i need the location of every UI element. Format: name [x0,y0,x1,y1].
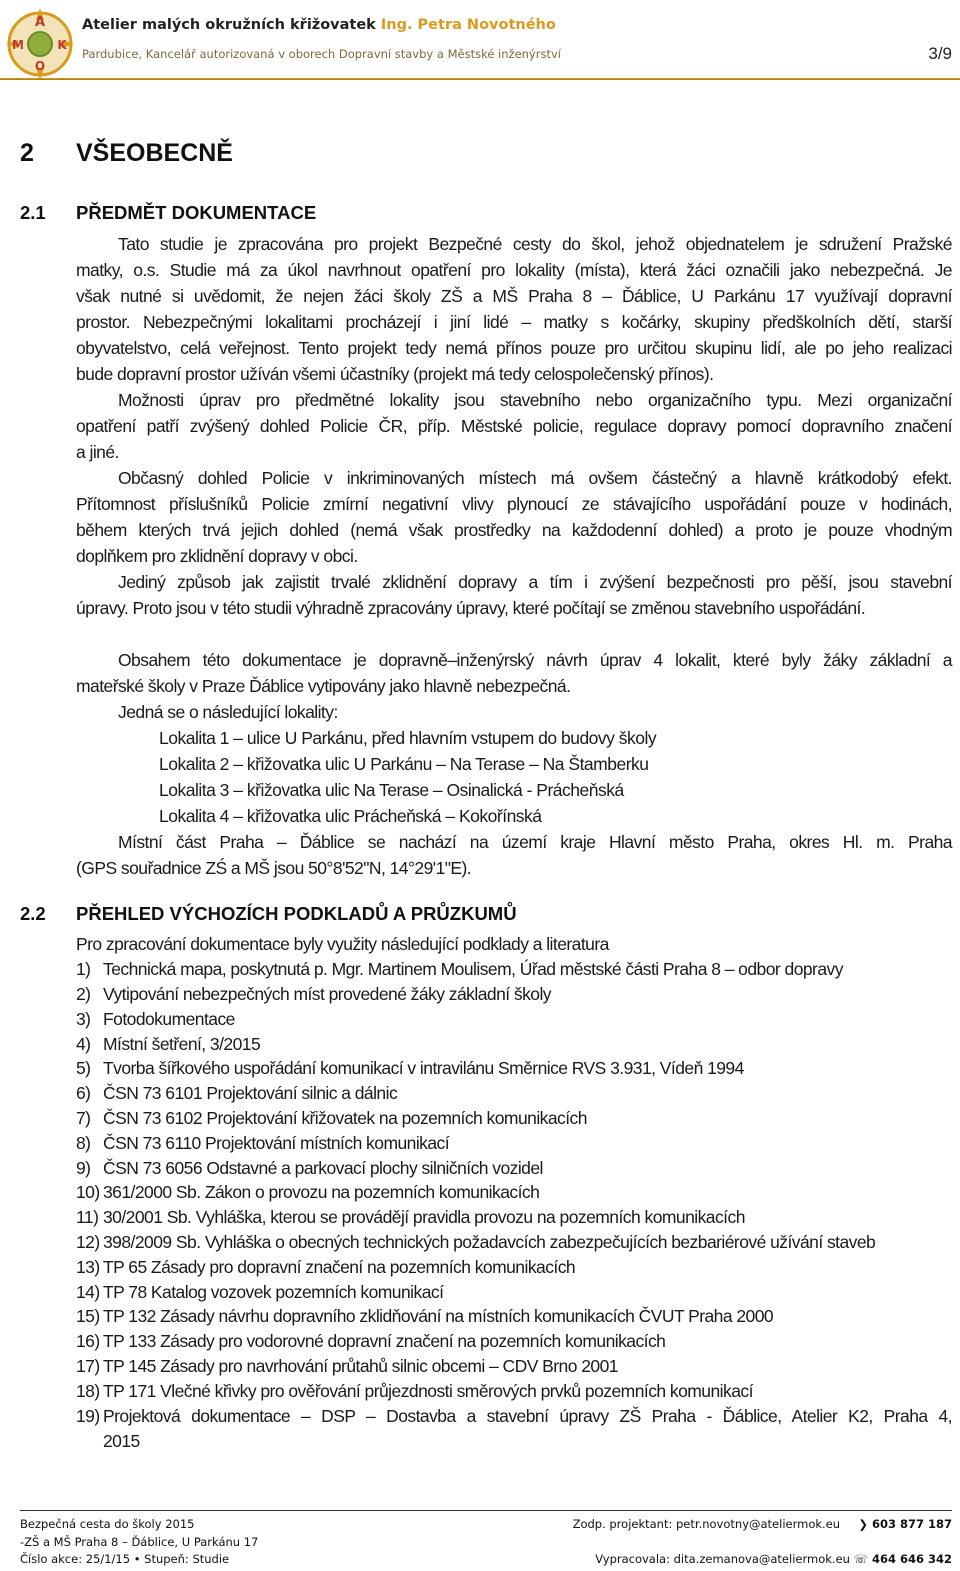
list-text: TP 133 Zásady pro vodorovné dopravní značení na pozemních komunikacích [103,1331,666,1351]
footer-project: Bezpečná cesta do školy 2015 [20,1517,195,1531]
section-heading-2 [20,139,233,168]
locality-item: Lokalita 1 – ulice U Parkánu, před hlavním vstupem do budovy školy [159,728,657,748]
list-text: Tvorba šířkového uspořádání komunikací v intravilánu Směrnice RVS 3.931, Vídeň 1994 [103,1058,744,1078]
logo-letter-m: M [12,38,24,52]
paragraph-line: obyvatelstvo, celá veřejnost. Tento projekt tedy nemá přínos pouze pro určitou skupinu lidí, ale po jeho realizaci [76,338,952,358]
list-item [76,1107,587,1129]
list-text: ČSN 73 6056 Odstavné a parkovací plochy silničních vozidel [103,1158,543,1178]
section-number: 2.1 [20,202,46,223]
footer-responsible [573,1517,952,1531]
footer-school: -ZŠ a MŠ Praha 8 – Ďáblice, U Parkánu 17 [20,1535,259,1549]
paragraph-line: bude dopravní prostor užíván všemi účastníky (projekt má tedy celospolečenský přínos). [76,364,714,384]
paragraph-line: Možnosti úprav pro předmětné lokality jsou stavebního nebo organizačního typu. Mezi organizační [118,390,952,410]
list-text: 398/2009 Sb. Vyhláška o obecných technických požadavcích zabezpečujících bezbariérové užívání staveb [103,1232,876,1252]
list-item [76,1181,539,1203]
list-text: Místní šetření, 3/2015 [103,1034,261,1054]
page-header [0,0,960,80]
list-number: 18) [76,1381,100,1401]
list-item [76,1082,397,1104]
paragraph-line: prostor. Nebezpečnými lokalitami procházejí i jiní lidé – matky s kočárky, skupiny předškolních dětí, starší [76,312,952,332]
list-text: TP 65 Zásady pro dopravní značení na pozemních komunikacích [103,1257,576,1277]
header-title-main: Atelier malých okružních křižovatek [82,17,376,33]
section-number: 2.2 [20,903,46,924]
section-heading-2-1 [20,202,316,224]
list-number: 15) [76,1306,100,1326]
list-item [76,1405,952,1427]
list-item [76,958,843,980]
list-text: TP 78 Katalog vozovek pozemních komunikací [103,1282,444,1302]
list-text: Vytipování nebezpečných míst provedené žáky základní školy [103,984,551,1004]
list-item [76,1033,260,1055]
paragraph-line: úpravy. Proto jsou v této studii výhradně zpracovány úpravy, které počítají se změnou stavebního uspořádání. [76,598,866,618]
list-text: ČSN 73 6102 Projektování křižovatek na pozemních komunikacích [103,1108,587,1128]
paragraph-line: doplňkem pro zklidnění dopravy v obci. [76,546,358,566]
logo-letter-a: A [34,15,46,30]
paragraph-line: Tato studie je zpracována pro projekt Bezpečné cesty do škol, jehož objednatelem je sdružení Pražské [118,234,952,254]
list-text: 30/2001 Sb. Vyhláška, kterou se provádějí pravidla provozu na pozemních komunikacích [103,1207,745,1227]
footer-phone-2: ☏ 464 646 342 [853,1552,952,1566]
paragraph-line: opatření patří zvýšený dohled Policie ČR, příp. Městské policie, regulace dopravy pomocí dopravního značení [76,416,952,436]
list-number: 11) [76,1207,99,1227]
list-text: TP 132 Zásady návrhu dopravního zklidňování na místních komunikacích ČVUT Praha 2000 [103,1306,774,1326]
section-title: VŠEOBECNĚ [76,139,233,167]
footer-prepared-email: Vypracovala: dita.zemanova@ateliermok.eu [595,1552,850,1566]
header-title [82,17,556,33]
footer-phone-1: ❯ 603 877 187 [858,1517,952,1531]
list-number: 2) [76,984,91,1004]
paragraph-line: Jedná se o následující lokality: [118,702,338,722]
list-text: Projektová dokumentace – DSP – Dostavba a stavební úpravy ZŠ Praha - Ďáblice, Atelier K2, Praha 4, [103,1406,952,1426]
list-text: TP 145 Zásady pro navrhování průtahů silnic obcemi – CDV Brno 2001 [103,1356,618,1376]
footer-prepared-by [595,1552,952,1566]
list-number: 16) [76,1331,100,1351]
list-number: 1) [76,959,91,979]
list-item [76,983,551,1005]
sources-intro: Pro zpracování dokumentace byly využity následující podklady a literatura [76,934,609,954]
list-number: 8) [76,1133,91,1153]
list-item [76,1057,744,1079]
page-number: 3/9 [928,44,952,63]
list-item [76,1305,773,1327]
list-item [76,1132,449,1154]
list-item [76,1157,543,1179]
paragraph-line: během kterých trvá jejich dohled (nemá však prostředky na každodenní dohled) a proto je pouze vhodným [76,520,952,540]
footer-action-number: Číslo akce: 25/1/15 • Stupeň: Studie [20,1552,230,1566]
list-item [76,1380,753,1402]
list-item [76,1231,875,1253]
paragraph-line: Občasný dohled Policie v inkriminovaných místech má ovšem částečný a hlavně krátkodobý efekt. [118,468,952,488]
footer-rule [20,1510,952,1511]
paragraph-line: a jiné. [76,442,119,462]
list-text: TP 171 Vlečné křivky pro ověřování průjezdnosti směrových prvků pozemních komunikací [103,1381,753,1401]
paragraph-line: (GPS souřadnice ZŚ a MŠ jsou 50°8'52"N, 14°29'1"E). [76,858,472,878]
list-number: 6) [76,1083,91,1103]
list-number: 13) [76,1257,100,1277]
footer-responsible-email: Zodp. projektant: petr.novotny@ateliermok.eu [572,1517,841,1531]
list-text: 361/2000 Sb. Zákon o provozu na pozemních komunikacích [103,1182,540,1202]
paragraph-line: Jediný způsob jak zajistit trvalé zklidnění dopravy a tím i zvýšení bezpečnosti pro pěší, jsou stavební [118,572,952,592]
list-item [76,1330,665,1352]
list-text: Fotodokumentace [103,1009,235,1029]
list-item [76,1256,575,1278]
locality-item: Lokalita 2 – křižovatka ulic U Parkánu – Na Terase – Na Štamberku [159,754,649,774]
list-number: 4) [76,1034,91,1054]
list-text: ČSN 73 6110 Projektování místních komunikací [103,1133,450,1153]
list-item [76,1008,235,1030]
paragraph-line: Místní část Praha – Ďáblice se nachází na území kraje Hlavní město Praha, okres Hl. m. Praha [118,832,952,852]
list-number: 12) [76,1232,100,1252]
list-text: Technická mapa, poskytnutá p. Mgr. Martinem Moulisem, Úřad městské části Praha 8 – odbor dopravy [103,959,843,979]
list-number: 17) [76,1356,100,1376]
page-footer [0,1510,960,1571]
list-number: 9) [76,1158,91,1178]
list-item [76,1206,745,1228]
list-number: 10) [76,1182,100,1202]
list-item [76,1355,618,1377]
paragraph-line: mateřské školy v Praze Ďáblice vytipovány jako hlavně nebezpečná. [76,676,571,696]
locality-item: Lokalita 4 – křižovatka ulic Prácheňská – Kokořínská [159,806,542,826]
paragraph-line: Obsahem této dokumentace je dopravně–inženýrský návrh úprav 4 lokalit, které byly žáky základní a [118,650,952,670]
section-number: 2 [20,139,34,167]
logo-letter-o: O [34,59,46,73]
amok-logo [4,6,76,78]
section-title: PŘEDMĚT DOKUMENTACE [76,202,317,223]
logo-letter-k: K [57,38,67,52]
locality-item: Lokalita 3 – křižovatka ulic Na Terase – Osinalická - Prácheňská [159,780,624,800]
section-title: PŘEHLED VÝCHOZÍCH PODKLADŮ A PRŮZKUMŮ [76,903,517,924]
list-number: 3) [76,1009,91,1029]
list-number: 5) [76,1058,91,1078]
header-subtitle: Pardubice, Kancelář autorizovaná v oborech Dopravní stavby a Městské inženýrství [82,47,561,61]
list-number: 7) [76,1108,91,1128]
list-text: ČSN 73 6101 Projektování silnic a dálnic [103,1083,398,1103]
paragraph-line: matky, o.s. Studie má za úkol navrhnout opatření pro lokality (místa), která žáci označili jako nebezpečná. Je [76,260,952,280]
paragraph-line: Přítomnost příslušníků Policie zmírní negativní vlivy plynoucí ze stávajícího uspořádání pouze v hodinách, [76,494,952,514]
list-text: 2015 [103,1431,140,1451]
paragraph-line: však nutné si uvědomit, že nejen žáci školy ZŠ a MŠ Praha 8 – Ďáblice, U Parkánu 17 využívají dopravní [76,286,952,306]
header-title-accent: Ing. Petra Novotného [380,17,556,33]
list-number: 19) [76,1406,100,1426]
list-item [76,1281,443,1303]
header-rule [0,78,960,80]
list-number: 14) [76,1282,100,1302]
list-item-continuation [76,1430,140,1452]
section-heading-2-2 [20,903,517,925]
